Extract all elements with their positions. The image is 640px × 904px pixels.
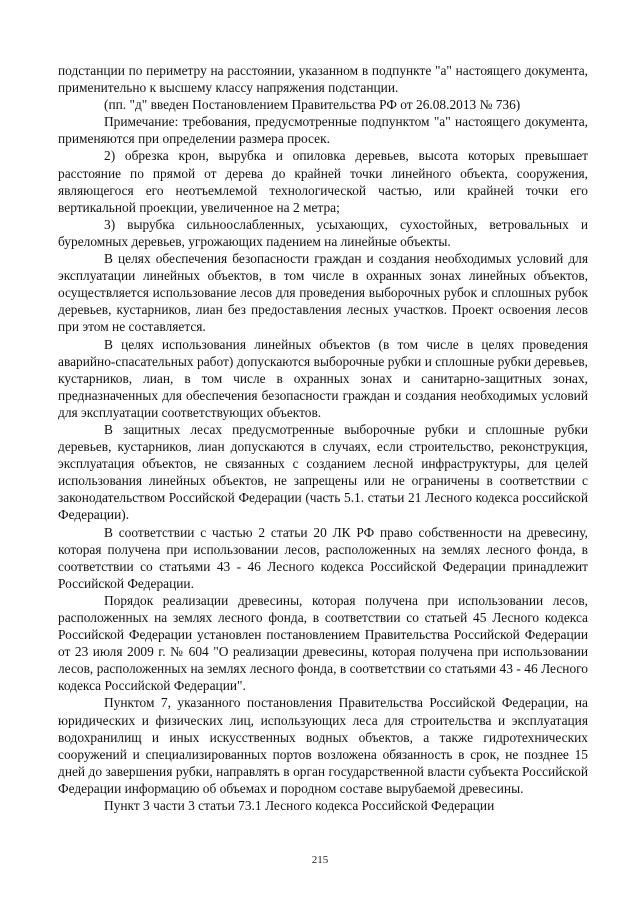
paragraph-9: В соответствии с частью 2 статьи 20 ЛК РФ право собственности на древесину, которая получена при использовании лесов, расположенных на землях лесного фонда, в соответствии со статьями 43 - 46 Лесного кодекса Российской Федерации принадлежит Российской Федерации. [58,524,588,591]
page-number: 215 [311,854,329,866]
paragraph-6: В целях обеспечения безопасности граждан и создания необходимых условий для эксплуатации линейных объектов, в том числе в охранных зонах линейных объектов, осуществляется использование лесов для проведения выборочных рубок и сплошных рубок деревьев, кустарников, лиан без предоставления лесных участков. Проект освоения лесов при этом не составляется. [58,251,588,335]
paragraph-4: 2) обрезка крон, вырубка и опиловка деревьев, высота которых превышает расстояние по прямой от дерева до крайней точки линейного объекта, сооружения, являющегося его неотъемлемой технологической частью, или крайней точки его вертикальной проекции, увеличенное на 2 метра; [58,148,588,215]
document-body [58,62,588,814]
paragraph-12: Пункт 3 части 3 статьи 73.1 Лесного кодекса Российской Федерации [104,798,495,814]
paragraph-2: (пп. "д" введен Постановлением Правительства РФ от 26.08.2013 № 736) [104,97,521,113]
paragraph-8: В защитных лесах предусмотренные выборочные рубки и сплошные рубки деревьев, кустарников, лиан допускаются в случаях, если строительство, реконструкция, эксплуатация объектов, не связанных с созданием лесной инфраструктуры, для целей использования линейных объектов, не запрещены или не ограничены в соответствии с законодательством Российской Федерации (часть 5.1. статьи 21 Лесного кодекса российской Федерации). [58,421,588,523]
paragraph-10: Порядок реализации древесины, которая получена при использовании лесов, расположенных на землях лесного фонда, в соответствии со статьей 45 Лесного кодекса Российской Федерации установлен постановлением Правительства Российской Федерации от 23 июля 2009 г. № 604 "О реализации древесины, которая получена при использовании лесов, расположенных на землях лесного фонда, в соответствии со статьями 43 - 46 Лесного кодекса Российской Федерации". [58,592,588,694]
paragraph-11: Пунктом 7, указанного постановления Правительства Российской Федерации, на юридических и физических лиц, использующих леса для строительства и эксплуатация водохранилищ и иных искусственных водных объектов, а также гидротехнических сооружений и специализированных портов возложена обязанность в срок, не позднее 15 дней до завершения рубки, направлять в орган государственной власти субъекта Российской Федерации информацию об объемах и породном составе вырубаемой древесины. [58,695,588,796]
paragraph-5: 3) вырубка сильноослабленных, усыхающих, сухостойных, ветровальных и буреломных деревьев, угрожающих падением на линейные объекты. [58,216,588,249]
paragraph-1: подстанции по периметру на расстоянии, указанном в подпункте "а" настоящего документа, применительно к высшему классу напряжения подстанции. [58,63,588,96]
paragraph-7: В целях использования линейных объектов (в том числе в целях проведения аварийно-спасательных работ) допускаются выборочные рубки и сплошные рубки деревьев, кустарников, лиан, в том числе в охранных зонах и санитарно-защитных зонах, предназначенных для обеспечения безопасности граждан и создания необходимых условий для эксплуатации соответствующих объектов. [58,336,588,420]
paragraph-3: Примечание: требования, предусмотренные подпунктом "а" настоящего документа, применяются при определении размера просек. [58,114,588,147]
